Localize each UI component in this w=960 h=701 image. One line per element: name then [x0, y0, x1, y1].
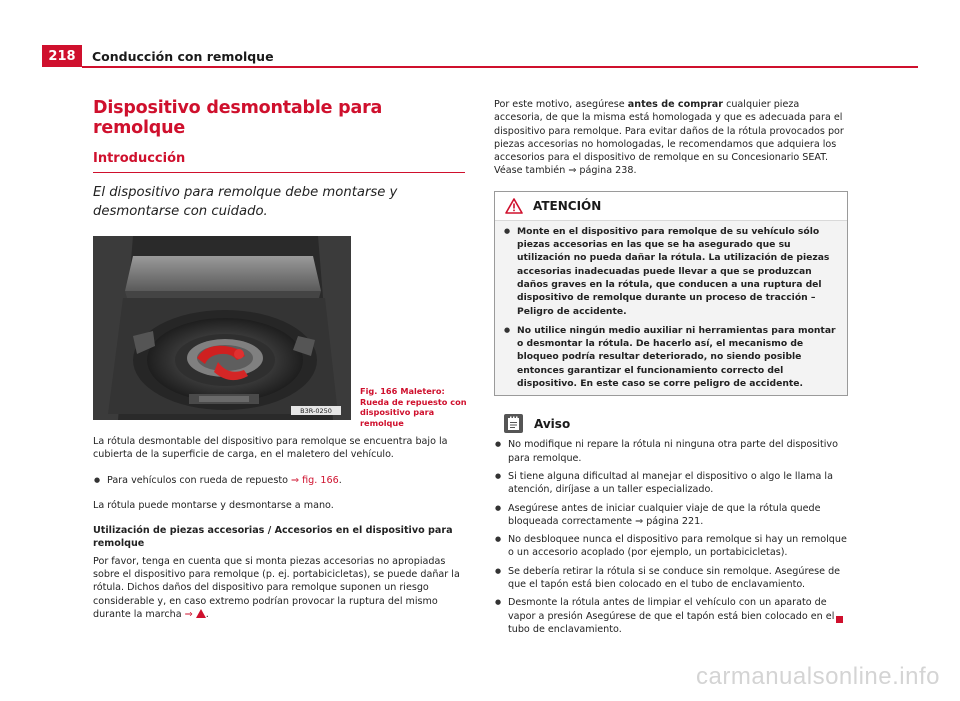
left-column [93, 98, 465, 621]
accessories-end: . [205, 608, 209, 620]
page-number: 218 [42, 45, 82, 67]
purchase-end: cualquier pieza accesoria, de que la misma está homologada y que es adecuada para el dispositivo para remolque. Para evitar daños de la rótula provocados por piezas accesorias no homologadas, le recomendamos que adquiera los accesorios para el dispositivo de remolque en su Concesionario SEAT. Véase también ⇒ página 238. [494, 99, 844, 177]
notice-title: Aviso [534, 416, 571, 431]
warning-triangle-icon [505, 198, 523, 214]
warning-link[interactable]: ⇒ [185, 609, 206, 620]
notice-item: ● No modifique ni repare la rótula ni ninguna otra parte del dispositivo para remolque. [494, 438, 848, 465]
info-notepad-icon [504, 414, 523, 433]
header-rule [82, 66, 918, 68]
caution-box [494, 191, 848, 397]
figure-caption [360, 386, 470, 428]
figure-166 [93, 236, 467, 428]
bullet-spare-wheel [93, 474, 465, 487]
warning-triangle-icon [196, 609, 206, 618]
intro-text: El dispositivo para remolque debe montarse y desmontarse con cuidado. [93, 185, 398, 219]
right-column [494, 98, 848, 641]
caution-item: ● No utilice ningún medio auxiliar ni herramientas para montar o desmontar la rótula. De hacerlo así, el mecanismo de bloqueo podría resultar deteriorado, no siendo posible entonces garantizar el funcionamiento correcto del dispositivo. En este caso se corre peligro de accidente. [503, 324, 841, 390]
notice-list [494, 438, 848, 636]
bullet-text: Para vehículos con rueda de repuesto [107, 474, 288, 486]
trunk-spare-wheel-image [93, 236, 351, 420]
paragraph-location: La rótula desmontable del dispositivo para remolque se encuentra bajo la cubierta de la superficie de carga, en el maletero del vehículo. [93, 436, 448, 461]
figure-caption-label: Fig. 166 [360, 386, 398, 396]
paragraph-purchase [494, 98, 848, 178]
notice-item: ● Asegúrese antes de iniciar cualquier viaje de que la rótula quede bloqueada correctamente ⇒ página 221. [494, 502, 848, 529]
image-code: B3R-0250 [300, 407, 332, 415]
notice-item: ● Si tiene alguna dificultad al manejar el dispositivo o algo le llama la atención, diríjase a un taller especializado. [494, 470, 848, 497]
section-title: Dispositivo desmontable para remolque [93, 98, 383, 138]
section-subtitle: Introducción [93, 151, 465, 173]
running-title: Conducción con remolque [92, 49, 274, 64]
caution-title: ATENCIÓN [533, 198, 602, 213]
caution-header [495, 192, 847, 221]
caution-item: ● Monte en el dispositivo para remolque de su vehículo sólo piezas accesorias en las que se ha asegurado que su utilización no pueda dañar la rótula. La utilización de piezas accesorias inadecuadas puede llevar a que se produzcan daños graves en la rótula, que conducen a una ruptura del dispositivo de remolque durante un proceso de tracción – Peligro de accidente. [503, 225, 841, 318]
notice-item: ● No desbloquee nunca el dispositivo para remolque si hay un remolque o un accesorio acoplado (por ejemplo, un portabicicletas). [494, 533, 848, 560]
figure-link[interactable]: ⇒ fig. 166 [291, 474, 339, 486]
caution-body [495, 221, 847, 396]
watermark: carmanualsonline.info [696, 663, 940, 690]
paragraph-accessories [93, 555, 465, 621]
purchase-bold: antes de comprar [627, 99, 724, 110]
paragraph-manual: La rótula puede montarse y desmontarse a mano. [93, 499, 334, 511]
accessories-heading: Utilización de piezas accesorias / Accesorios en el dispositivo para remolque [93, 525, 453, 550]
bullet-end: . [338, 474, 342, 486]
notice-item: ● Desmonte la rótula antes de limpiar el vehículo con un aparato de vapor a presión Asegúrese de que el tapón está bien colocado en el tubo de enclavamiento. [494, 596, 848, 636]
accessories-text: Por favor, tenga en cuenta que si monta piezas accesorias no apropiadas sobre el dispositivo para remolque (p. ej. portabicicletas), se puede dañar la rótula. Dichos daños del dispositivo para remolque suponen un riesgo considerable y, en caso extremo podrían provocar la ruptura del mismo durante la marcha [93, 555, 460, 620]
purchase-start: Por este motivo, asegúrese [494, 99, 625, 110]
notice-header [494, 414, 848, 433]
notice-item: ● Se debería retirar la rótula si se conduce sin remolque. Asegúrese de que el tapón está bien colocado en el tubo de enclavamiento. [494, 565, 848, 592]
figure-caption-text: Maletero: Rueda de repuesto con dispositivo para remolque [360, 386, 467, 428]
end-of-section-marker [836, 616, 843, 623]
